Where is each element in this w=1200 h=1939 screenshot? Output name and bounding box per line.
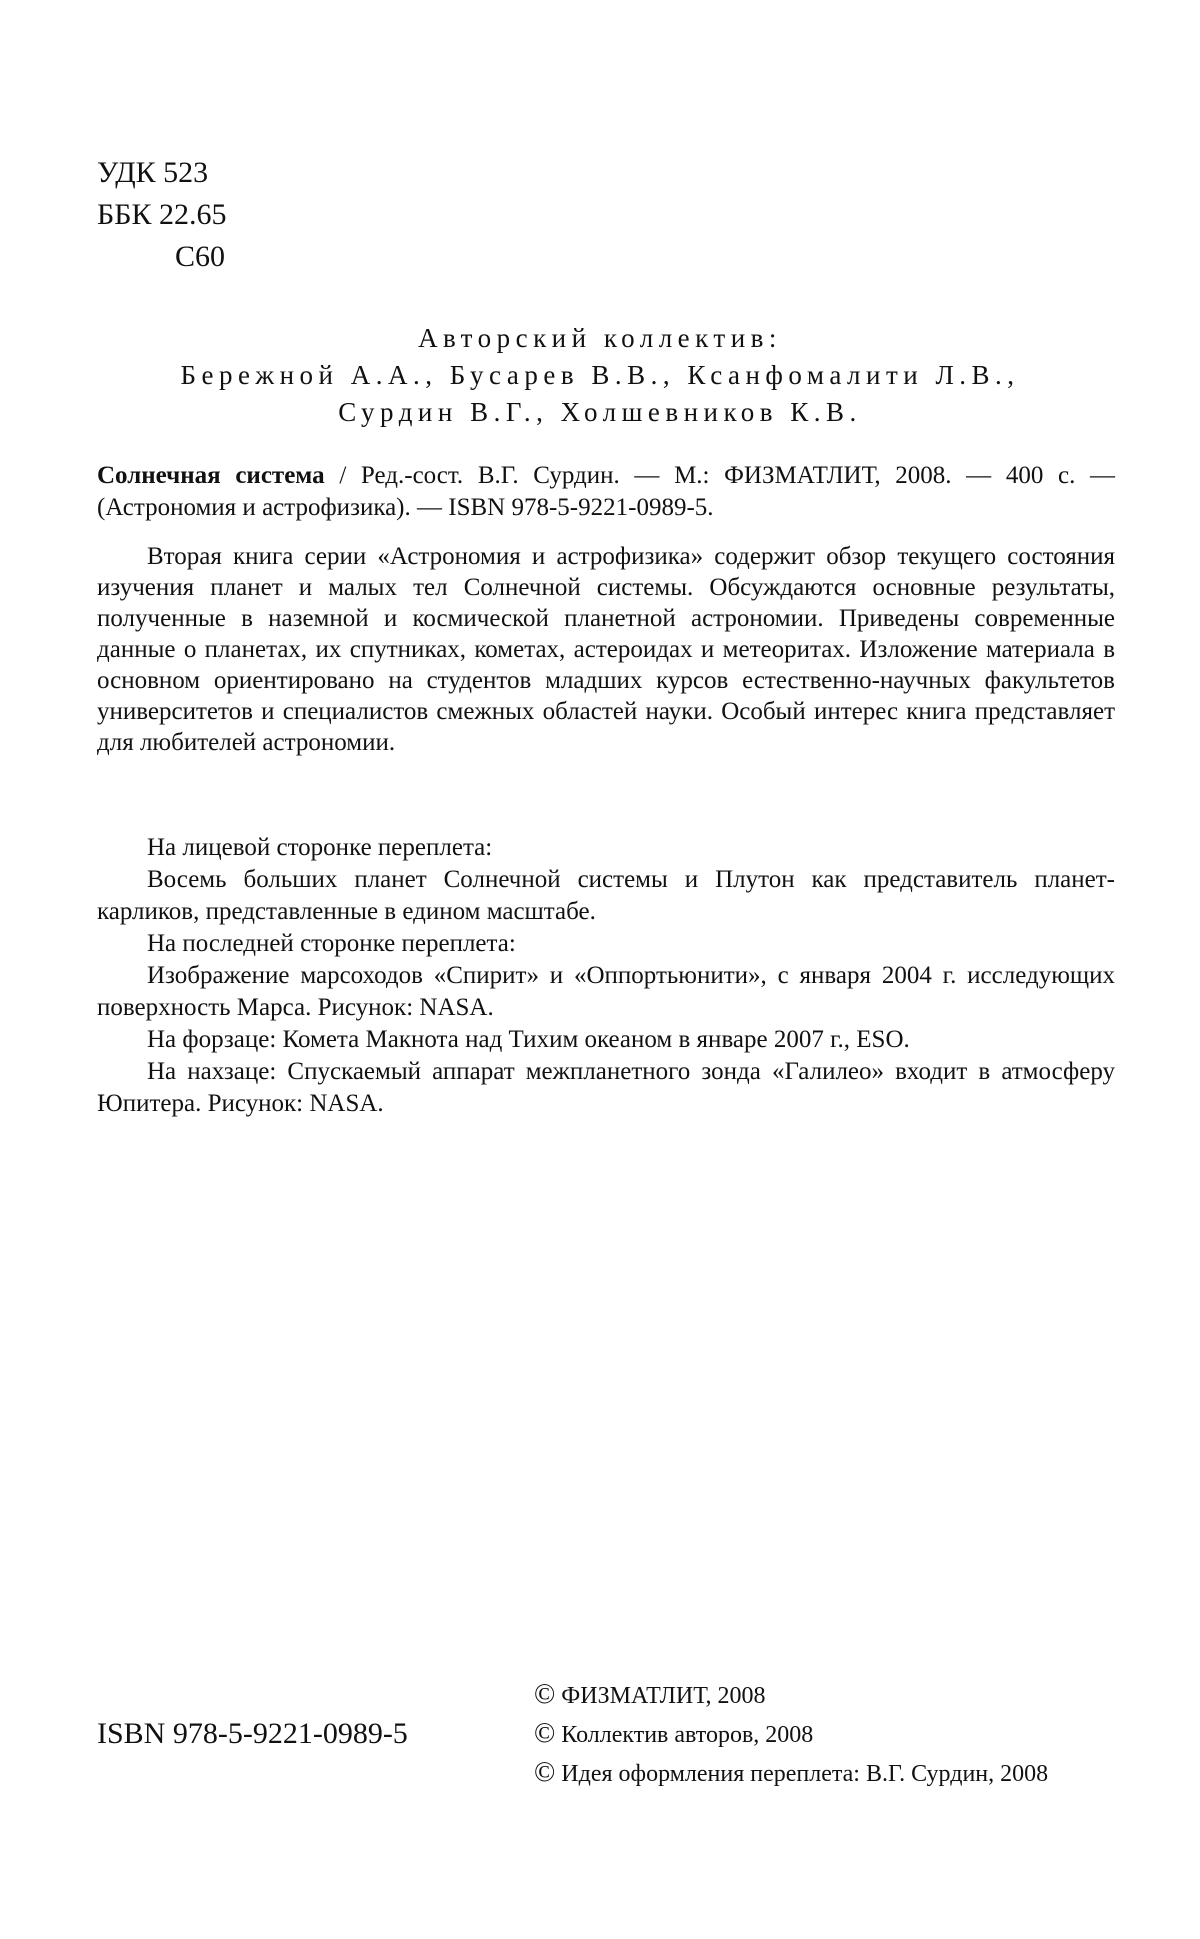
author-mark: С60: [175, 240, 226, 273]
authors-line-1: Бережной А.А., Бусарев В.В., Ксанфомалити Л.В.,: [180, 360, 1020, 390]
back-endpaper-note: На нахзаце: Спускаемый аппарат межпланетного зонда «Галилео» входит в атмосферу Юпитера. Рисунок: NASA.: [97, 1058, 1115, 1117]
copyright-icon: ©: [534, 1679, 556, 1710]
copyright-publisher: [534, 1676, 1048, 1715]
copyright-publisher-text: ФИЗМАТЛИТ, 2008: [561, 1683, 766, 1709]
authors-line-2: Сурдин В.Г., Холшевников К.В.: [338, 397, 862, 427]
bbk-code: ББК 22.65: [97, 198, 227, 231]
copyright-icon: ©: [534, 1718, 556, 1749]
udk-code: УДК 523: [97, 156, 209, 189]
front-cover-text: Восемь больших планет Солнечной системы и Плутон как представитель планет-карликов, представленные в едином масштабе.: [97, 866, 1115, 925]
copyright-block: [534, 1676, 1048, 1793]
back-cover-label: На последней сторонке переплета:: [147, 930, 516, 957]
isbn-number: ISBN 978-5-9221-0989-5: [97, 1717, 408, 1750]
front-cover-label: На лицевой сторонке переплета:: [147, 834, 493, 861]
copyright-authors: [534, 1715, 1048, 1754]
abstract-paragraph: Вторая книга серии «Астрономия и астрофизика» содержит обзор текущего состояния изучения планет и малых тел Солнечной системы. Обсуждаются основные результаты, полученные в наземной и космической планетной астрономии. Приведены современные данные о планетах, их спутниках, кометах, астероидах и метеоритах. Изложение материала в основном ориентировано на студентов младших курсов естественно-научных факультетов университетов и специалистов смежных областей науки. Особый интерес книга представляет для любителей астрономии.: [97, 543, 1115, 756]
copyright-design-text: Идея оформления переплета: В.Г. Сурдин, 2008: [561, 1761, 1049, 1787]
cover-notes: [97, 832, 1115, 1120]
back-cover-text: Изображение марсоходов «Спирит» и «Оппортьюнити», с января 2004 г. исследующих поверхность Марса. Рисунок: NASA.: [97, 962, 1115, 1021]
authors-block: [100, 320, 1100, 431]
bibliographic-details: / Ред.-сост. В.Г. Сурдин. — М.: ФИЗМАТЛИТ, 2008. — 400 с. — (Астрономия и астрофизика). — ISBN 978-5-9221-0989-5.: [97, 462, 1116, 521]
endpaper-note: На форзаце: Комета Макнота над Тихим океаном в январе 2007 г., ESO.: [147, 1026, 910, 1053]
authors-heading: Авторский коллектив:: [418, 323, 782, 353]
classification-codes: [97, 152, 226, 278]
copyright-icon: ©: [534, 1757, 556, 1788]
bibliographic-record: [97, 460, 1115, 524]
copyright-design: [534, 1754, 1048, 1793]
book-title: Солнечная система: [97, 462, 325, 489]
copyright-authors-text: Коллектив авторов, 2008: [561, 1722, 814, 1748]
